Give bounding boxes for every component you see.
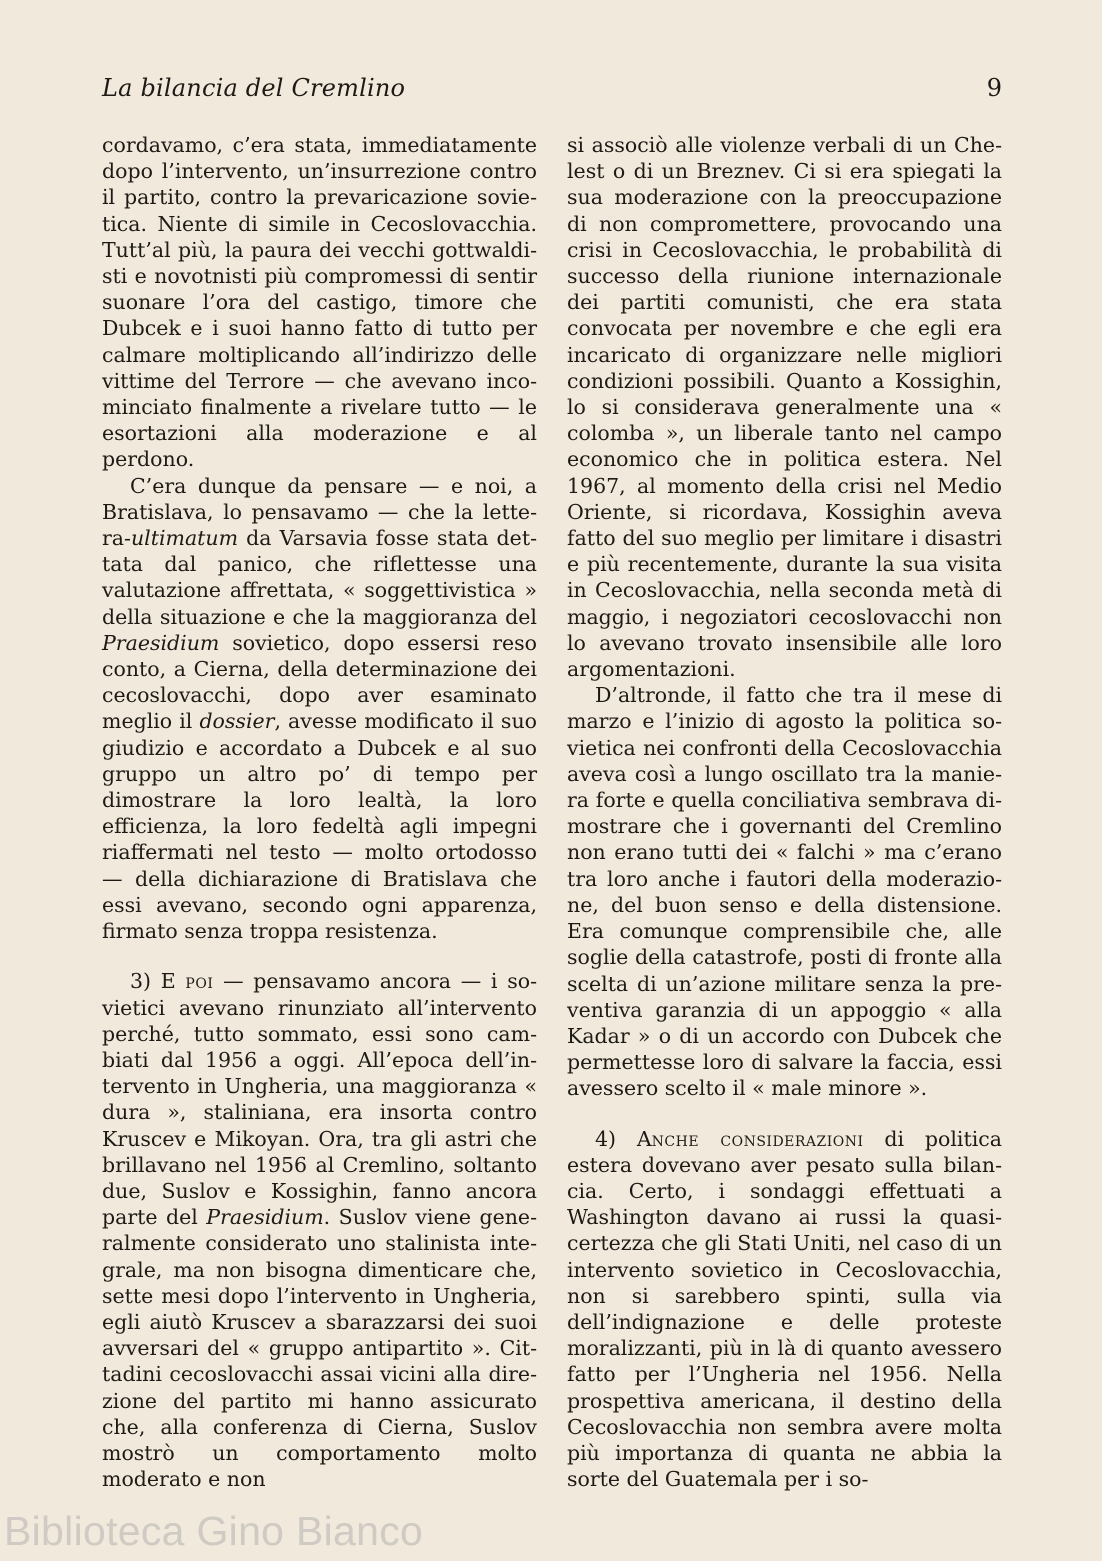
section-gap (102, 944, 537, 968)
right-paragraph-3 (567, 1126, 1002, 1493)
library-watermark: Biblioteca Gino Bianco (4, 1508, 424, 1554)
page-number: 9 (986, 74, 1002, 102)
italic-term-dossier: dossier (199, 709, 275, 734)
text-run: , avesse modificato il suo giudizio e accordato a Dubcek e al suo gruppo un altro po’ di tempo per dimostrare la loro lealtà, la loro efficienza, la loro fedeltà agli impegni riaffermati nel testo — molto ortodosso — della dichiarazione di Bratislava che essi avevano, secondo ogni apparenza, firmato senza troppa resistenza. (102, 709, 537, 944)
left-paragraph-2 (102, 473, 537, 945)
right-column (567, 132, 1002, 1492)
running-head (102, 74, 1002, 110)
section-number: 3) E (130, 969, 186, 994)
section-gap (567, 1102, 1002, 1126)
running-title: La bilancia del Cremlino (102, 74, 406, 102)
left-paragraph-1: cordavamo, c’era stata, immediatamente dopo l’intervento, un’insurrezione contro il partito, contro la prevaricazione sovietica. Niente di simile in Cecoslovacchia. Tutt’al più, la paura dei vecchi gottwaldisti e novotnisti più compromessi di sentir suonare l’ora del castigo, timore che Dubcek e i suoi hanno fatto di tutto per calmare moltiplicando all’indirizzo delle vittime del Terrore — che avevano incominciato finalmente a rivelare tutto — le esortazioni alla moderazione e al perdono. (102, 133, 537, 472)
section-number: 4) A (595, 1126, 652, 1151)
text-run: sovietico, dopo essersi reso conto, a Cierna, della determinazione dei cecoslovacchi, dopo aver esaminato meglio il (102, 630, 537, 734)
text-run: C’era dunque da pensare — e noi, a Bratislava, lo pensavamo — che la lettera- (102, 473, 537, 551)
text-run: di politica estera dovevano aver pesato sulla bilancia. Certo, i sondaggi effettuati a Washington davano ai russi la quasi-certezza che gli Stati Uniti, nel caso di un intervento sovietico in Cecoslovacchia, non si sarebbero spinti, sulla via dell’indignazione e delle proteste moralizzanti, più in là di quanto avessero fatto per l’Ungheria nel 1956. Nella prospettiva americana, il destino della Cecoslovacchia non sembra avere molta più importanza di quanta ne abbia la sorte del Guatemala per i so- (567, 1126, 1002, 1492)
left-paragraph-3 (102, 968, 537, 1492)
italic-term-praesidium: Praesidium (102, 630, 220, 655)
text-run: da Varsavia fosse stata dettata dal panico, che riflettesse una valutazione affrettata, « soggettivistica » della situazione e che la maggioranza del (102, 526, 537, 629)
text-run: . Suslov viene generalmente considerato uno stalinista integrale, ma non bisogna dimenticare che, sette mesi dopo l’intervento in Ungheria, egli aiutò Kruscev a sbarazzarsi dei suoi avversari del « gruppo antipartito ». Cittadini cecoslovacchi assai vicini alla direzione del partito mi hanno assicurato che, alla conferenza di Cierna, Suslov mostrò un comportamento molto moderato e non (102, 1205, 537, 1492)
right-paragraph-1: si associò alle violenze verbali di un Chelest o di un Breznev. Ci si era spiegati la sua moderazione con la preoccupazione di non compromettere, provocando una crisi in Cecoslovacchia, le probabilità di successo della riunione internazionale dei partiti comunisti, che era stata convocata per novembre e che egli era incaricato di organizzare nelle migliori condizioni possibili. Quanto a Kossighin, lo si considerava generalmente una « colomba », un liberale tanto nel campo economico che in politica estera. Nel 1967, al momento della crisi nel Medio Oriente, si ricordava, Kossighin aveva fatto del suo meglio per limitare i disastri e più recentemente, durante la sua visita in Cecoslovacchia, nella seconda metà di maggio, i negoziatori cecoslovacchi non lo avevano trovato insensibile alle loro argomentazioni. (567, 133, 1002, 682)
small-caps-lead: poi (185, 969, 214, 994)
italic-term-ultimatum: ultimatum (130, 526, 239, 551)
right-paragraph-2: D’altronde, il fatto che tra il mese di marzo e l’inizio di agosto la politica sovietica nei confronti della Cecoslovacchia aveva così a lungo oscillato tra la maniera forte e quella conciliativa sembrava dimostrare che i governanti del Cremlino non erano tutti dei « falchi » ma c’erano tra loro anche i fautori della moderazione, del buon senso e della distensione. Era comunque comprensibile che, alle soglie della catastrofe, posti di fronte alla scelta di un’azione militare senza la preventiva garanzia di un appoggio « alla Kadar » o di un accordo con Dubcek che permettesse loro di salvare la faccia, essi avessero scelto il « male minore ». (567, 683, 1002, 1101)
small-caps-lead: nche considerazioni (651, 1126, 864, 1151)
italic-term-praesidium: Praesidium (206, 1205, 324, 1230)
text-run: — pensavamo ancora — i sovietici avevano rinunziato all’intervento perché, tutto sommato, essi sono cambiati dal 1956 a oggi. All’epoca dell’intervento in Ungheria, una maggioranza « dura », staliniana, era insorta contro Kruscev e Mikoyan. Ora, tra gli astri che brillavano nel 1956 al Cremlino, soltanto due, Suslov e Kossighin, fanno ancora parte del (102, 969, 537, 1230)
left-column (102, 132, 537, 1492)
